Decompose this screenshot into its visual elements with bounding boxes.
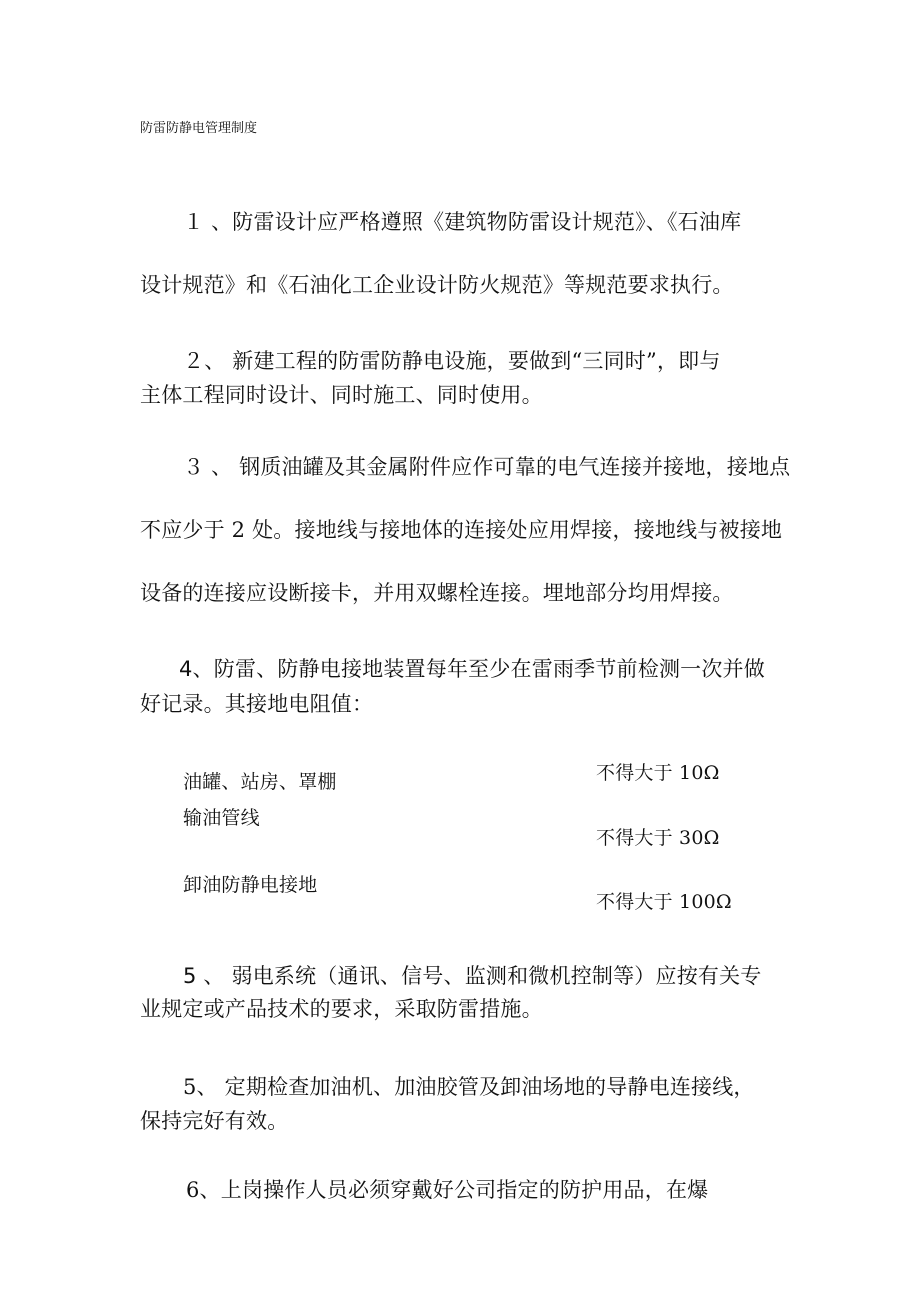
paragraph-7-line-1: 6、上岗操作人员必须穿戴好公司指定的防护用品，在爆 — [186, 1178, 709, 1202]
paragraph-3-line-3: 设备的连接应设断接卡，并用双螺栓连接。埋地部分均用焊接。 — [140, 581, 734, 605]
paragraph-1-line-1: １ 、防雷设计应严格遵照《建筑物防雷设计规范》、《石油库 — [183, 210, 742, 234]
resistance-item-2: 输油管线 — [183, 807, 260, 829]
paragraph-2-line-2: 主体工程同时设计、同时施工、同时使用。 — [140, 383, 543, 407]
resistance-item-3: 卸油防静电接地 — [183, 874, 318, 896]
paragraph-6-line-2: 保持完好有效。 — [140, 1109, 289, 1133]
document-title: 防雷防静电管理制度 — [140, 121, 258, 136]
paragraph-6-line-1: 5、 定期检查加油机、加油胶管及卸油场地的导静电连接线， — [183, 1075, 755, 1099]
resistance-value-3: 不得大于 100Ω — [596, 891, 732, 913]
resistance-value-1: 不得大于 10Ω — [596, 762, 720, 784]
resistance-item-1: 油罐、站房、罩棚 — [183, 771, 337, 793]
paragraph-3-line-1: ３ 、 钢质油罐及其金属附件应作可靠的电气连接并接地，接地点 — [183, 455, 791, 479]
paragraph-5-line-2: 业规定或产品技术的要求，采取防雷措施。 — [140, 997, 543, 1021]
paragraph-5-line-1: 5 、 弱电系统（通讯、信号、监测和微机控制等）应按有关专 — [183, 964, 762, 988]
paragraph-2-line-1: ２、 新建工程的防雷防静电设施，要做到“三同时”，即与 — [183, 349, 721, 373]
paragraph-4-line-2: 好记录。其接地电阻值： — [140, 692, 374, 716]
paragraph-3-line-2: 不应少于 2 处。接地线与接地体的连接处应用焊接，接地线与被接地 — [140, 518, 783, 542]
paragraph-4-line-1: 4、防雷、防静电接地装置每年至少在雷雨季节前检测一次并做 — [179, 657, 765, 681]
resistance-value-2: 不得大于 30Ω — [596, 827, 720, 849]
paragraph-1-line-2: 设计规范》和《石油化工企业设计防火规范》等规范要求执行。 — [140, 273, 734, 297]
